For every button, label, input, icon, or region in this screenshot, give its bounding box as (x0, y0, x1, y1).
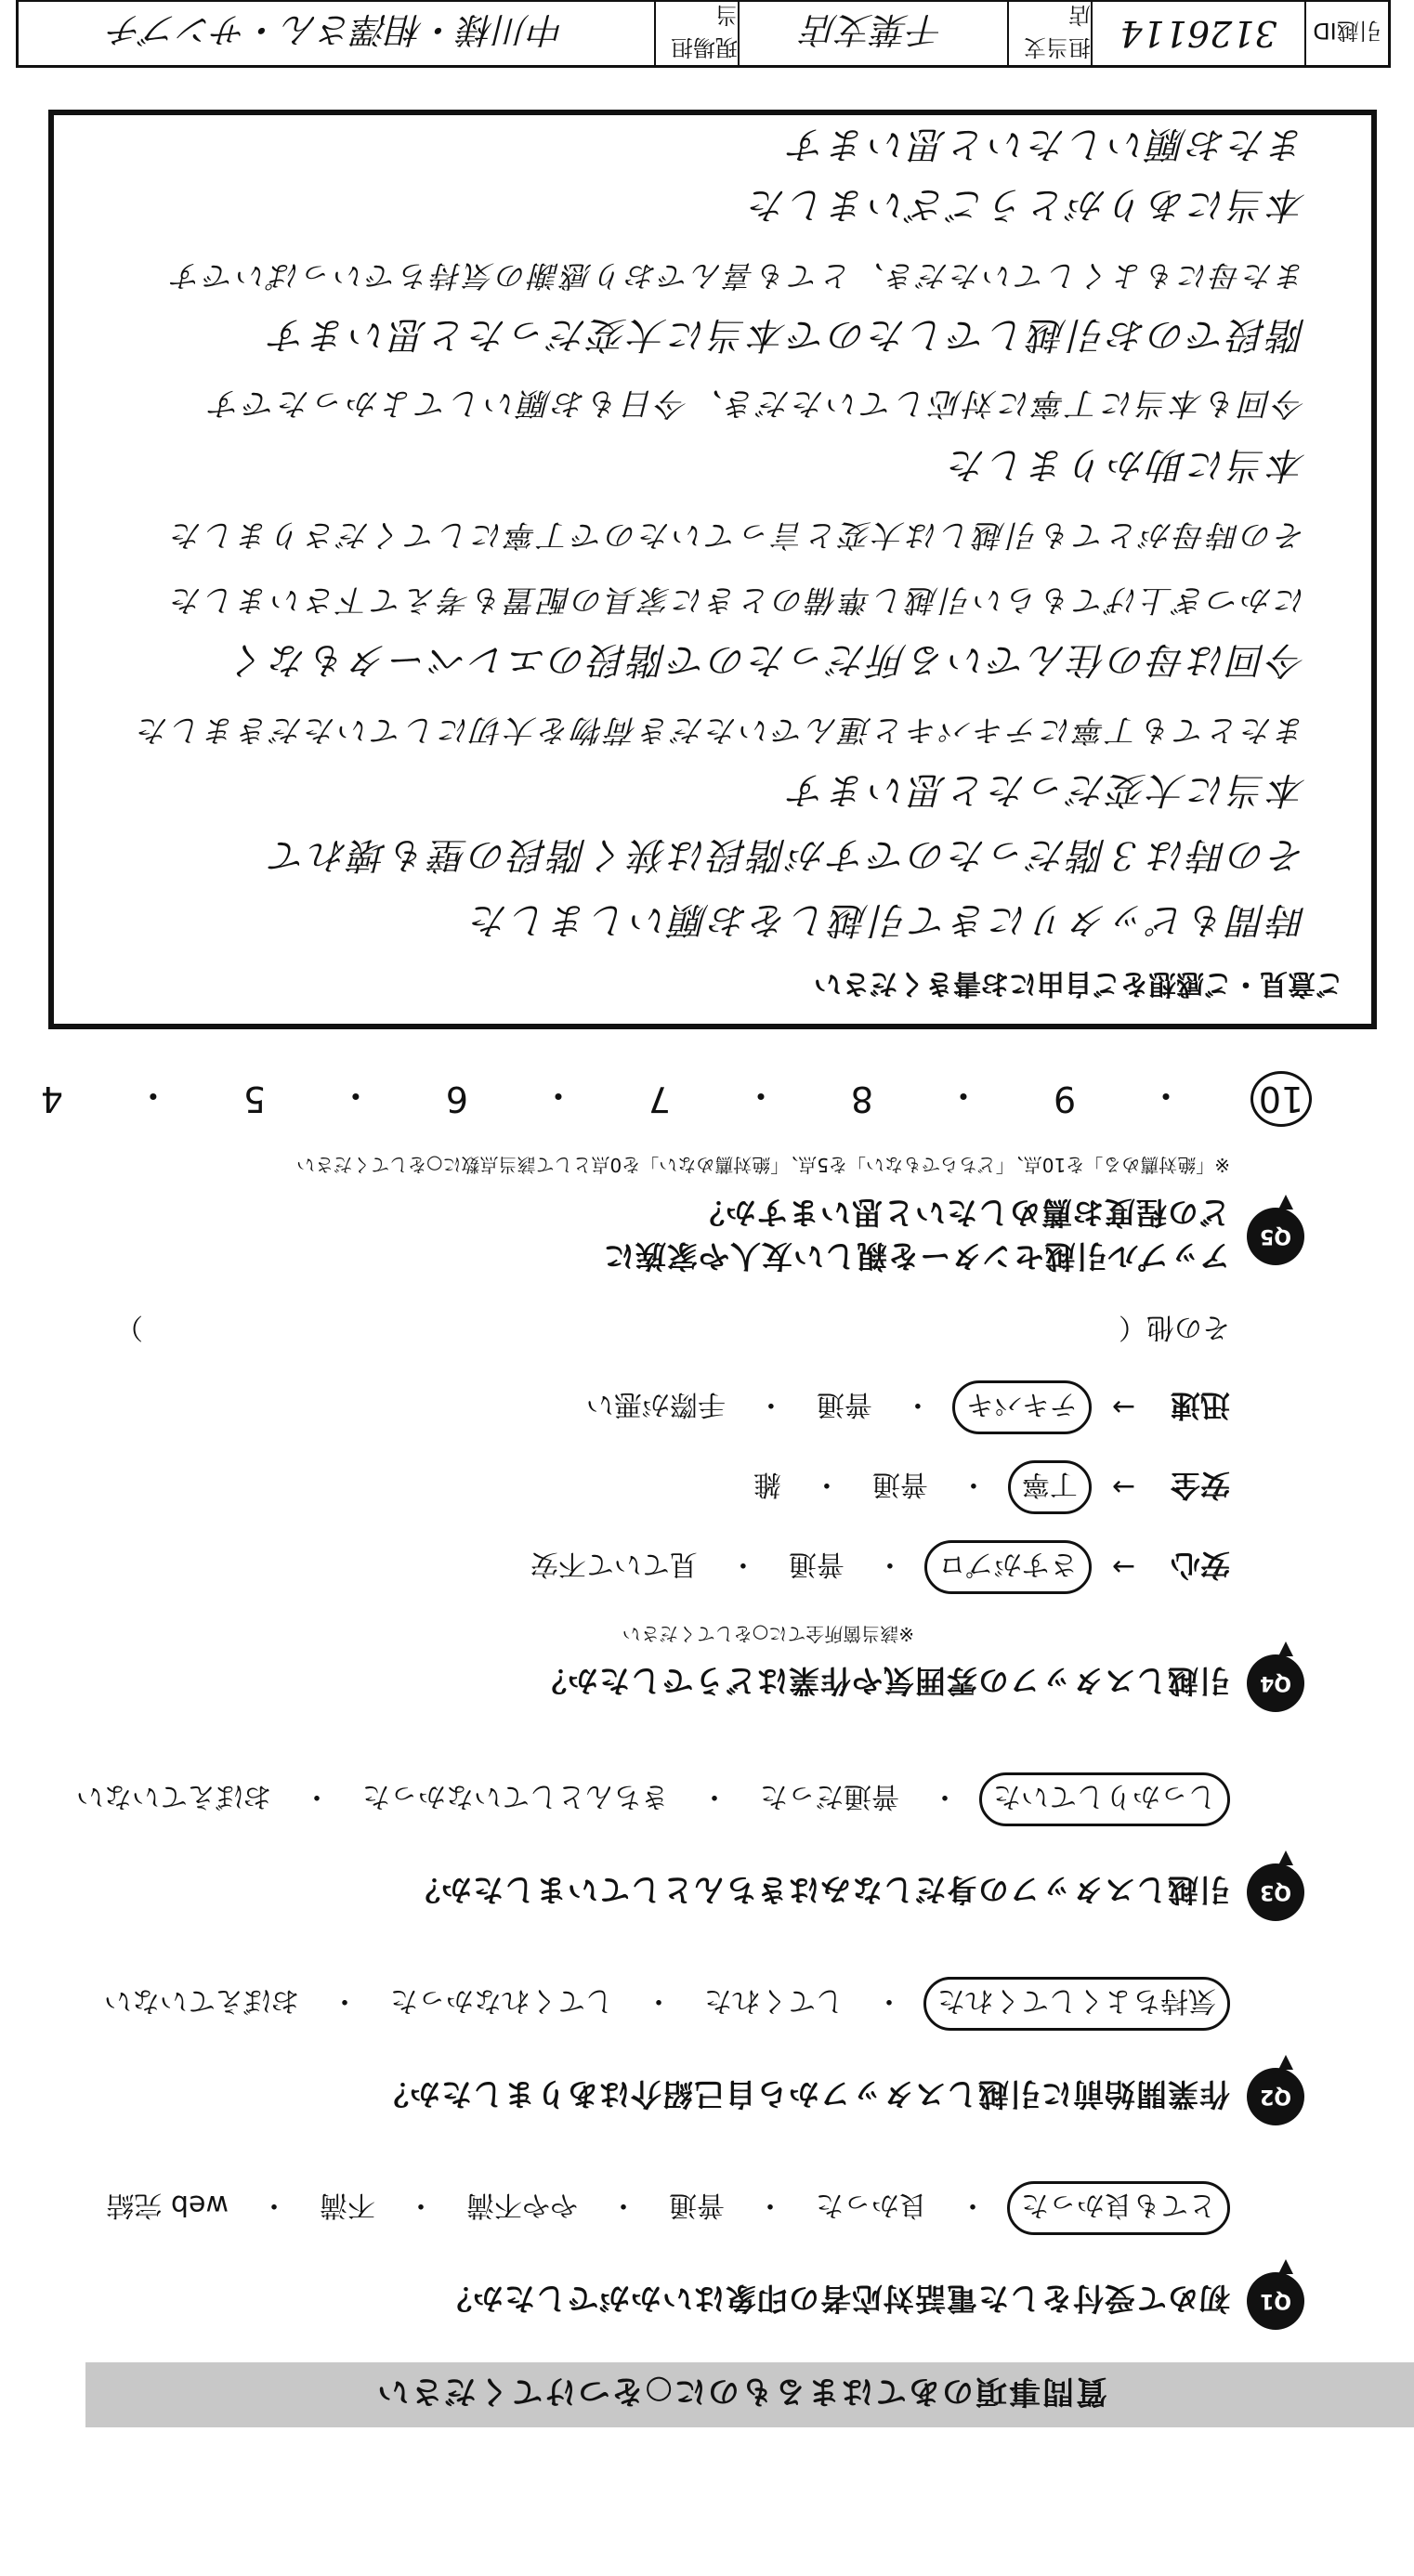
score-4[interactable]: 4 (40, 1079, 63, 1119)
arrow-right-icon: → (1111, 1391, 1135, 1424)
q4-other-close: ） (115, 1311, 143, 1343)
q4-row-3-label: 迅速 (1170, 1388, 1230, 1423)
branch-label: 担当支店 (1007, 2, 1091, 65)
comment-line-4: またとても丁寧にテキパキと運んでいただき荷物を大切にしていただきました (136, 713, 1306, 749)
q4-other-label: その他（ (1119, 1311, 1230, 1343)
q1-option-2[interactable]: 良かった (816, 2189, 927, 2221)
score-8[interactable]: 8 (850, 1079, 874, 1119)
comment-line-5: 今回は母の住んでいる所だったので階段のエレベータもなく (228, 638, 1306, 681)
q4-row-anzen: 安全 → 丁寧 ・ 普通 ・ 雑 (69, 1460, 1230, 1514)
comment-line-11: また母にもよくしていただき、とても喜んでおり感謝の気持ちでいっぱいです (169, 258, 1306, 294)
q4-row-3-option-2[interactable]: 普通 (816, 1388, 872, 1420)
score-10[interactable]: 10 (1250, 1071, 1312, 1127)
q4-row-2-option-1[interactable]: 丁寧 (1008, 1460, 1092, 1514)
comment-line-2: その時は３階だったのですが階段は狭く階段の壁も壊れて (268, 833, 1306, 876)
q5-text-line-1: アップル引越センターを親しい友人や家族に (602, 1238, 1230, 1275)
q2-option-1[interactable]: 気持ちよくしてくれた (923, 1977, 1230, 2031)
q4-other (69, 1310, 1230, 1351)
comment-line-10: 階段でのお引越しでしたので本当に大変だったと思います (268, 313, 1306, 356)
q3-options: しっかりしていた ・ 普通だった ・ きちんとしていなかった ・ おぼえていない (69, 1772, 1230, 1826)
q3-text: 引越しスタッフの身だしなみはきちんとしていましたか？ (409, 1872, 1230, 1909)
comments-label: ご意見・ご感想をご自由にお書きください (814, 967, 1343, 1000)
q2-text: 作業開始前に引越しスタッフから自己紹介はありましたか？ (377, 2076, 1230, 2113)
q2-badge: Q2 (1247, 2068, 1304, 2125)
q4-badge: Q4 (1247, 1654, 1304, 1712)
q4-row-1-label: 安心 (1170, 1548, 1230, 1583)
q4-row-3-option-1[interactable]: テキパキ (952, 1380, 1092, 1434)
comment-line-9: 今回も本当に丁寧に対応していただき、今日もお願いしてよかったです (207, 385, 1306, 422)
q1-option-5[interactable]: 不満 (320, 2189, 375, 2221)
team-label: 現場担当 (654, 2, 738, 65)
question-2 (69, 1977, 1304, 2125)
q2-option-2[interactable]: してくれた (704, 1984, 844, 2017)
comment-line-6: にかつぎ上げてもらい引越し準備のときに家具の配置も考えて下さいました (169, 582, 1306, 619)
arrow-right-icon: → (1111, 1550, 1135, 1584)
comments-box[interactable] (48, 110, 1377, 1029)
comment-line-3: 本当に大変だったと思います (787, 768, 1306, 811)
q4-text: 引越しスタッフの雰囲気や作業はどうでしたか？ (535, 1663, 1230, 1700)
q3-option-1[interactable]: しっかりしていた (979, 1772, 1230, 1826)
q1-option-6[interactable]: web 完結 (106, 2189, 229, 2221)
branch-value: 千葉支店 (738, 2, 1007, 65)
q3-option-4[interactable]: おぼえていない (76, 1780, 271, 1812)
q5-note: ※「絶対薦める」を10点、「どちらでもない」を5点、「絶対薦めない」を0点として該当点数に○をしてください (296, 1154, 1230, 1176)
q2-option-3[interactable]: してくれなかった (390, 1984, 613, 2017)
q5-badge: Q5 (1247, 1208, 1304, 1265)
q3-option-2[interactable]: 普通だった (760, 1780, 899, 1812)
q4-row-2-option-3[interactable]: 雑 (753, 1468, 781, 1500)
q5-score-scale: 10 ・ 9 ・ 8 ・ 7 ・ 6 ・ 5 ・ 4 (0, 1071, 1312, 1127)
id-value: 3126114 (1091, 2, 1304, 65)
q2-option-4[interactable]: おぼえていない (104, 1984, 299, 2017)
q4-row-1-option-3[interactable]: 見ていて不安 (530, 1548, 698, 1580)
q3-option-3[interactable]: きちんとしていなかった (362, 1780, 669, 1812)
arrow-right-icon: → (1111, 1471, 1135, 1504)
score-6[interactable]: 6 (445, 1079, 469, 1119)
q5-text-line-2: どの程度お薦めしたいと思いますか？ (693, 1195, 1230, 1231)
q1-option-3[interactable]: 普通 (669, 2189, 725, 2221)
q2-options: 気持ちよくしてくれた ・ してくれた ・ してくれなかった ・ おぼえていない (69, 1977, 1230, 2031)
comment-line-12: 本当にありがとうございました (747, 183, 1306, 226)
q1-text: 初めて受付をした電話対応者の印象はいかがでしたか？ (440, 2281, 1230, 2318)
q3-badge: Q3 (1247, 1863, 1304, 1921)
q4-row-2-label: 安全 (1170, 1468, 1230, 1503)
question-1 (69, 2181, 1304, 2330)
question-3 (69, 1772, 1304, 1921)
question-5 (69, 1153, 1304, 1280)
q1-options: とても良かった ・ 良かった ・ 普通 ・ やや不満 ・ 不満 ・ web 完結 (69, 2181, 1230, 2235)
q4-row-1-option-1[interactable]: さすがプロ (924, 1540, 1092, 1594)
q1-option-4[interactable]: やや不満 (466, 2189, 578, 2221)
question-4 (69, 1310, 1304, 1712)
q4-row-1-option-2[interactable]: 普通 (788, 1548, 844, 1580)
score-7[interactable]: 7 (648, 1079, 672, 1119)
q4-note: ※該当箇所全てに○をしてください (622, 1623, 914, 1645)
q4-row-jinsoku: 迅速 → テキパキ ・ 普通 ・ 手際が悪い (69, 1380, 1230, 1434)
id-label: 引越ID (1304, 2, 1388, 65)
q1-badge: Q1 (1247, 2272, 1304, 2330)
q4-row-2-option-2[interactable]: 普通 (871, 1468, 928, 1500)
score-9[interactable]: 9 (1053, 1079, 1077, 1119)
instruction-header (85, 2362, 1414, 2427)
comment-line-1: 時間もピッタリにきて引越しをお願いしました (468, 898, 1306, 941)
instruction-text: 質問事項のあてはまるものに○をつけてください (375, 2373, 1107, 2411)
team-value: 中川様・相澤さん・サンブチ (107, 9, 566, 51)
q1-option-1[interactable]: とても良かった (1007, 2181, 1230, 2235)
q4-row-anshin: 安心 → さすがプロ ・ 普通 ・ 見ていて不安 (69, 1540, 1230, 1594)
q4-row-3-option-3[interactable]: 手際が悪い (585, 1388, 726, 1420)
comment-line-8: 本当に助かりました (947, 443, 1306, 486)
comment-line-7: その時母がとても引越しは大変と言っていたので丁寧にしてくださりました (169, 517, 1306, 554)
score-5[interactable]: 5 (242, 1079, 267, 1119)
move-id-table (16, 0, 1391, 68)
comment-line-13: またお願いしたいと思います (787, 123, 1306, 165)
